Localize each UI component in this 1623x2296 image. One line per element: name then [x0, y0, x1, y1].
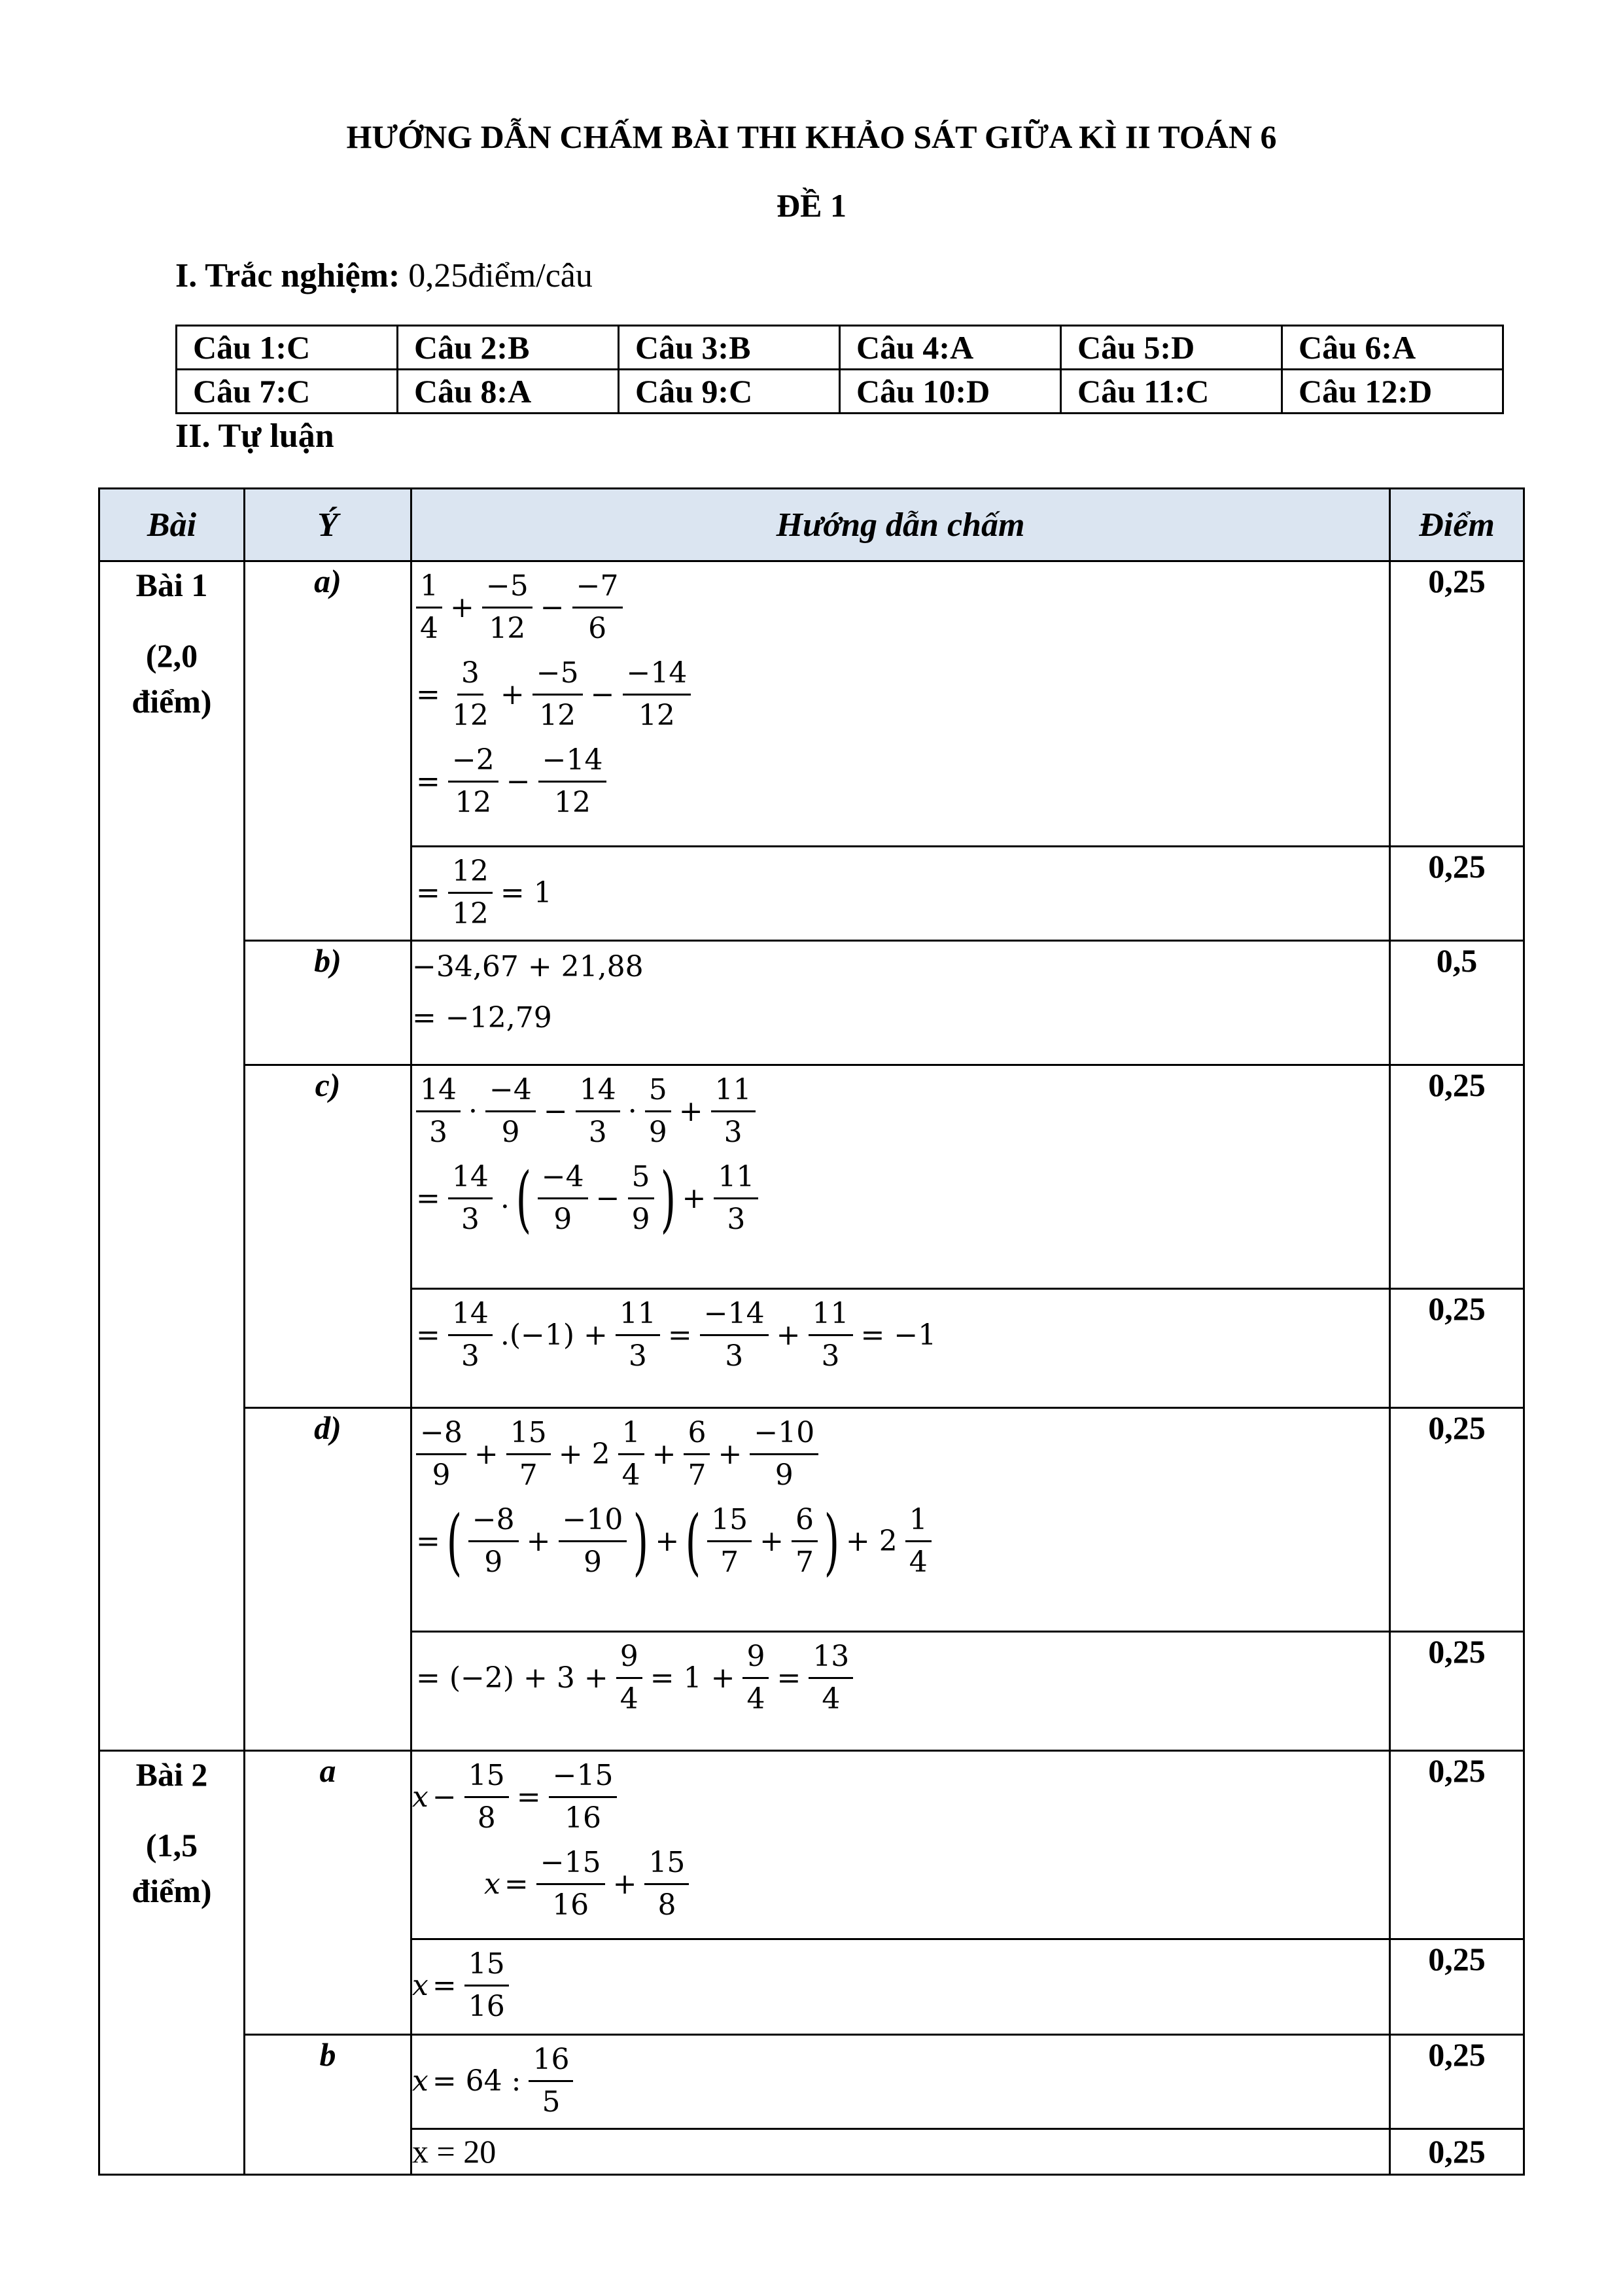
guide-2b-step2: x = 20 — [411, 2129, 1390, 2175]
bai2-score: (1,5 — [145, 1827, 198, 1863]
guide-1a-step1: 1 4 + $\frac{-5}{12}$ − $\frac{-7}{6}$ = $\frac{3}{12}$ + $\frac{-5}{12}$ − $\frac{-14}{12}$ = $\frac{-2}{12}$ − $\frac{-14}{12}$ — [411, 561, 1390, 847]
part-a: a) — [245, 561, 411, 941]
guide-2a-step2: x = $\frac{15}{16}$ — [411, 1939, 1390, 2035]
points-cell: 0,25 — [1390, 2129, 1524, 2175]
math-line: −34,67 + 21,88 — [412, 950, 644, 983]
guide-1a-step2: = $\frac{12}{12}$ = 1 — [411, 847, 1390, 941]
points-cell: 0,25 — [1390, 1632, 1524, 1751]
answer-cell: Câu 3:B — [619, 326, 840, 370]
table-row — [99, 941, 1524, 1065]
table-row — [99, 2035, 1524, 2129]
points-cell: 0,25 — [1390, 847, 1524, 941]
points-cell: 0,25 — [1390, 561, 1524, 847]
bai1-name: Bài 1 — [135, 567, 208, 603]
answer-cell: Câu 11:C — [1061, 370, 1282, 414]
answer-cell: Câu 6:A — [1282, 326, 1503, 370]
answer-cell: Câu 4:A — [840, 326, 1061, 370]
answer-cell: Câu 12:D — [1282, 370, 1503, 414]
guide-1d-step1: −8 9 + $\frac{15}{7}$ + 2 1 4 + $\frac{6}{7}$ + $\frac{-10}{9}$ = ( −8 9 + $\frac{-10}{9}$ ) + ( 15 7 + $\frac{6}{7}$ ) + 2 1 4 — [411, 1408, 1390, 1632]
part-c: c) — [245, 1065, 411, 1408]
math-line: = −12,79 — [412, 1001, 552, 1034]
header-y: Ý — [245, 489, 411, 561]
part-2a: a — [245, 1751, 411, 2035]
table-row — [177, 326, 1503, 370]
page-title: HƯỚNG DẪN CHẤM BÀI THI KHẢO SÁT GIỮA KÌ II TOÁN 6 — [346, 118, 1277, 155]
points-cell: 0,5 — [1390, 941, 1524, 1065]
table-row — [177, 370, 1503, 414]
table-row — [99, 1408, 1524, 1632]
answer-cell: Câu 7:C — [177, 370, 398, 414]
bai1-cell — [99, 561, 245, 1751]
points-cell: 0,25 — [1390, 1939, 1524, 2035]
table-row — [99, 561, 1524, 847]
section-essay: II. Tự luận — [175, 417, 334, 455]
answer-cell: Câu 2:B — [398, 326, 619, 370]
answer-cell: Câu 1:C — [177, 326, 398, 370]
part-2b: b — [245, 2035, 411, 2175]
table-row — [99, 1751, 1524, 1939]
part-d: d) — [245, 1408, 411, 1751]
page-subtitle: ĐỀ 1 — [777, 187, 846, 224]
points-cell: 0,25 — [1390, 1751, 1524, 1939]
points-cell: 0,25 — [1390, 1408, 1524, 1632]
bai2-name: Bài 2 — [135, 1756, 208, 1793]
bai2-cell — [99, 1751, 245, 2175]
guide-1c-step2: = $\frac{14}{3}$ .(−1) + $\frac{11}{3}$ = $\frac{-14}{3}$ + $\frac{11}{3}$ = −1 — [411, 1289, 1390, 1408]
part-b: b) — [245, 941, 411, 1065]
bai1-unit: điểm) — [131, 683, 212, 720]
guide-2a-step1: x − $\frac{15}{8}$ = $\frac{-15}{16}$ x = $\frac{-15}{16}$ + $\frac{15}{8}$ — [411, 1751, 1390, 1939]
header-points: Điểm — [1390, 489, 1524, 561]
guide-1b — [411, 941, 1390, 1065]
guide-1d-step2: = (−2) + 3 + $\frac{9}{4}$ = 1 + $\frac{9}{4}$ = $\frac{13}{4}$ — [411, 1632, 1390, 1751]
answer-cell: Câu 10:D — [840, 370, 1061, 414]
points-cell: 0,25 — [1390, 1065, 1524, 1289]
header-guide: Hướng dẫn chấm — [411, 489, 1390, 561]
table-row — [99, 1065, 1524, 1289]
bai1-score: (2,0 — [145, 637, 198, 674]
answer-key-table — [175, 325, 1504, 414]
section-multiple-choice: I. Trắc nghiệm: 0,25điểm/câu — [175, 257, 593, 294]
bai2-unit: điểm) — [131, 1873, 212, 1909]
answer-cell: Câu 9:C — [619, 370, 840, 414]
table-header-row — [99, 489, 1524, 561]
guide-2b-step1: x = 64 : 16 5 — [411, 2035, 1390, 2129]
guide-1c-step1: 14 3 · −4 9 − $\frac{14}{3}$ · 5 9 + $\frac{11}{3}$ = $\frac{14}{3}$ . ( −4 9 − $\frac{5}{9}$ ) + $\frac{11}{3}$ — [411, 1065, 1390, 1289]
answer-cell: Câu 8:A — [398, 370, 619, 414]
points-cell: 0,25 — [1390, 1289, 1524, 1408]
grading-table — [98, 487, 1525, 2176]
points-cell: 0,25 — [1390, 2035, 1524, 2129]
answer-cell: Câu 5:D — [1061, 326, 1282, 370]
header-bai: Bài — [99, 489, 245, 561]
